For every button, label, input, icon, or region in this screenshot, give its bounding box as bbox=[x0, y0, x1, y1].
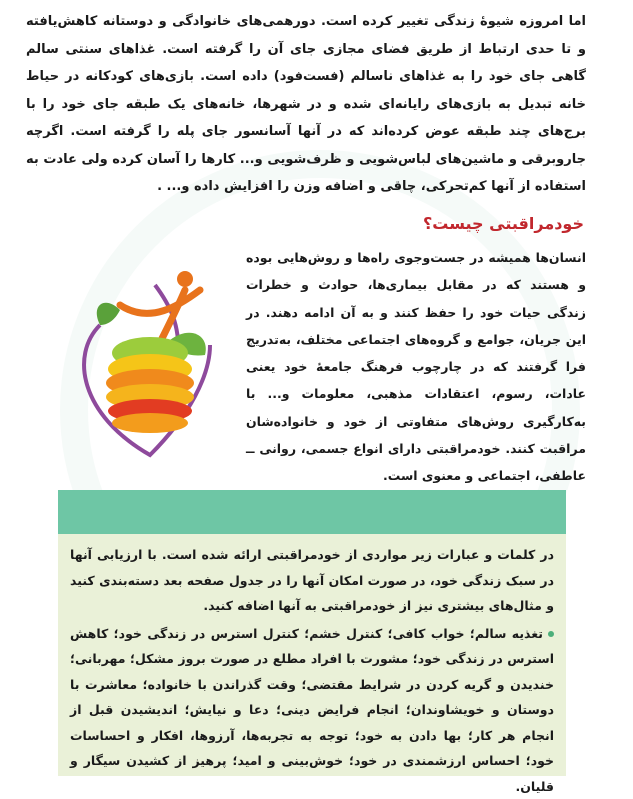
activity-instructions: در کلمات و عبارات زیر مواردی از خودمراقبتی ارائه شده است. با ارزیابی آنها در سبک زندگی خود، در صورت امکان آنها را در جدول صفحه بعد دسته‌بندی کنید و مثال‌های بیشتری نیز از خودمراقبتی به آنها اضافه کنید. bbox=[70, 542, 554, 619]
activity-box bbox=[58, 534, 566, 776]
green-dot-icon bbox=[548, 631, 554, 637]
section-body: انسان‌ها همیشه در جست‌وجوی راه‌ها و روش‌هایی بوده و هستند که در مقابل بیماری‌ها، حوادث و خطرات زندگی حیات خود را حفظ کنند و به آن ادامه دهند. در این جریان، جوامع و گروه‌های اجتماعی مختلف، به‌تدریج فرا گرفتند که در چارچوب فرهنگ جامعهٔ خود یعنی عادات، رسوم، اعتقادات مذهبی، معلومات و... با به‌کارگیری روش‌های متفاوتی از خود و خانواده‌شان مراقبت کنند. خودمراقبتی دارای انواع جسمی، روانی ــ عاطفی، اجتماعی و معنوی است. bbox=[246, 244, 586, 490]
list-item bbox=[70, 621, 554, 799]
section-heading: خودمراقبتی چیست؟ bbox=[423, 214, 584, 233]
self-care-items-text: تغذیه سالم؛ خواب کافی؛ کنترل خشم؛ کنترل استرس در زندگی خود؛ کاهش استرس در زندگی خود؛ مشورت با افراد مطلع در صورت بروز مشکل؛ مهربانی؛ خندیدن و گریه کردن در شرایط مقتضی؛ وقت گذراندن با خانواده؛ معاشرت با دوستان و خویشاوندان؛ انجام فرایض دینی؛ دعا و نیایش؛ اندیشیدن قبل از انجام هر کار؛ بها دادن به خود؛ توجه به تجربه‌ها، آرزوها، افکار و احساسات خود؛ احساس ارزشمندی در خود؛ خوش‌بینی و امید؛ پرهیز از کشیدن سیگار و قلیان. bbox=[70, 626, 554, 794]
activity-header-bar bbox=[58, 490, 566, 534]
intro-paragraph: اما امروزه شیوهٔ زندگی تغییر کرده است. دورهمی‌های خانوادگی و دوستانه کاهش‌یافته و تا حدی ارتباط از طریق فضای مجازی جای آن را گرفته است. غذاهای سنتی سالم گاهی جای خود را به غذاهای ناسالم (فست‌فود) داده است. بازی‌های کودکانه در حیاط خانه تبدیل به بازی‌های رایانه‌ای شده و در شهرها، خانه‌های یک طبقه جای خود را با برج‌های چند طبقه عوض کرده‌اند که در آنها آسانسور جای پله را گرفته است. اگرچه جاروبرقی و ماشین‌های لباس‌شویی و ظرف‌شویی و... کارها را آسان کرده ولی عادت به استفاده از آنها کم‌تحرکی، چاقی و اضافه وزن را افزایش داده و... . bbox=[26, 8, 586, 201]
fruit-slices-person-icon bbox=[60, 265, 240, 465]
self-care-list bbox=[70, 621, 554, 799]
